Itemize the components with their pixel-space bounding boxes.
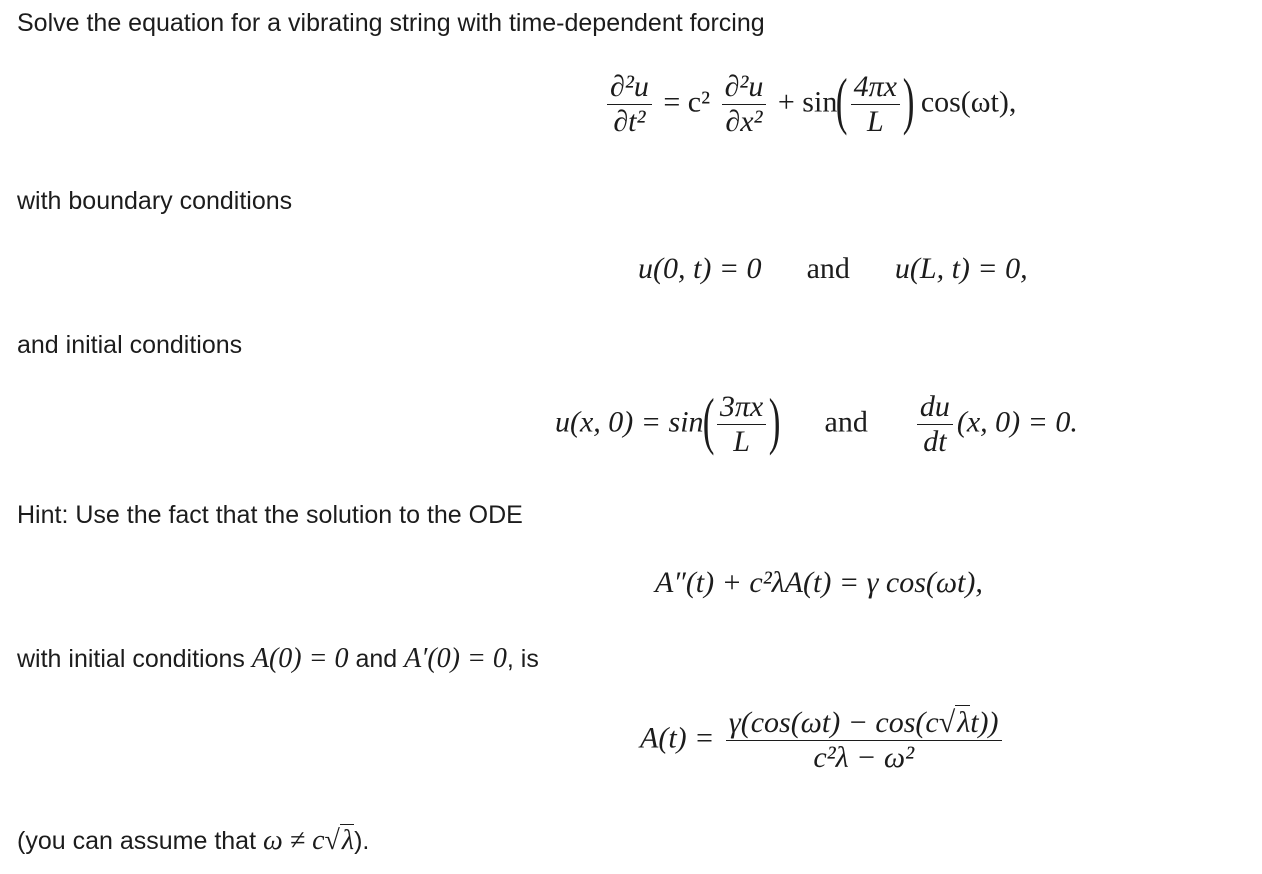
pde-equals-c2: = c²	[663, 85, 711, 119]
ic-suffix: , is	[506, 645, 539, 673]
ic-a0: A(0) = 0	[251, 643, 349, 674]
boundary-intro-text: with boundary conditions	[17, 187, 293, 215]
boundary-left: u(0, t) = 0	[638, 252, 762, 285]
initial-d-denominator: dt	[923, 425, 947, 458]
pde-lhs-fraction	[607, 70, 652, 139]
pde-plus-sin: + sin	[777, 85, 838, 119]
pde-lhs-denominator: ∂t²	[613, 105, 646, 138]
pde-equation	[603, 64, 1017, 139]
ic-a1: A′(0) = 0	[404, 643, 507, 674]
pde-sin-argument	[851, 70, 900, 139]
assume-prefix: (you can assume that	[17, 827, 263, 855]
initial-sin-argument	[717, 390, 766, 459]
initial-arg-denominator: L	[733, 425, 750, 458]
pde-rhs-fraction	[722, 70, 767, 139]
ode-equation	[655, 566, 983, 600]
ode-text: A″(t) + c²λA(t) = γ cos(ωt),	[655, 566, 983, 599]
assume-sqrt-sign: √	[324, 825, 340, 856]
initial-right-paren: )	[769, 384, 781, 456]
ic-prefix: with initial conditions	[17, 645, 252, 673]
assumption-text	[17, 826, 369, 856]
solution-num-suffix: t))	[970, 706, 999, 739]
ic-and: and	[348, 645, 405, 673]
pde-arg-numerator: 4πx	[851, 70, 900, 105]
pde-rhs-denominator: ∂x²	[725, 105, 763, 138]
initial-derivative	[917, 390, 953, 459]
pde-right-paren: )	[902, 64, 915, 136]
solution-sqrt-sign: √	[938, 706, 956, 739]
initial-d-numerator: du	[917, 390, 953, 425]
intro-text	[17, 8, 765, 38]
solution-denominator: c²λ − ω²	[813, 741, 915, 774]
assume-lambda: λ	[341, 825, 355, 856]
intro-sentence: Solve the equation for a vibrating string with time-dependent forcing	[17, 9, 765, 37]
initial-left-paren: (	[702, 384, 715, 456]
hint-text	[17, 500, 523, 530]
boundary-and: and	[806, 252, 850, 285]
solution-equation	[640, 706, 1006, 775]
initial-lhs: u(x, 0) = sin	[555, 405, 704, 439]
solution-sqrt-lambda: λ	[957, 706, 971, 739]
pde-arg-denominator: L	[866, 105, 884, 138]
assume-suffix: ).	[354, 827, 370, 855]
ode-initial-conditions	[17, 644, 539, 674]
solution-num-prefix: γ(cos(ωt) − cos(c	[728, 706, 939, 739]
boundary-equation	[638, 252, 1028, 286]
initial-intro-text: and initial conditions	[17, 331, 243, 359]
initial-arg-numerator: 3πx	[717, 390, 766, 425]
hint-sentence: Hint: Use the fact that the solution to the ODE	[17, 501, 523, 529]
solution-lhs: A(t) =	[640, 721, 715, 755]
initial-intro	[17, 330, 242, 360]
pde-rhs-numerator: ∂²u	[722, 70, 767, 105]
solution-numerator	[726, 706, 1002, 741]
boundary-intro	[17, 186, 292, 216]
initial-equation	[555, 384, 1078, 459]
solution-fraction	[726, 706, 1002, 775]
boundary-right: u(L, t) = 0,	[894, 252, 1028, 285]
pde-cos-term: cos(ωt),	[920, 85, 1017, 119]
pde-lhs-numerator: ∂²u	[607, 70, 652, 105]
assume-math: ω ≠ c	[262, 825, 325, 856]
initial-and: and	[824, 405, 868, 439]
pde-left-paren: (	[836, 64, 848, 136]
initial-rhs: (x, 0) = 0.	[956, 405, 1078, 439]
